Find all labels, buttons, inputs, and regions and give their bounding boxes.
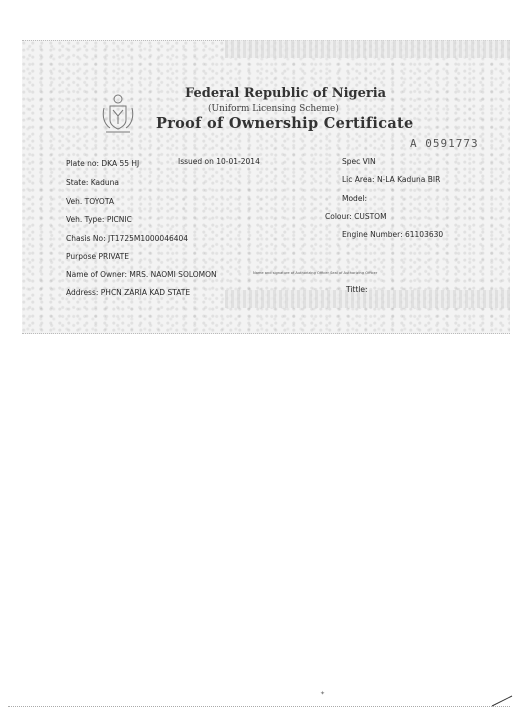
scan-mark: ✦ bbox=[320, 690, 326, 697]
heading-country: Federal Republic of Nigeria bbox=[185, 86, 387, 101]
chassis-number-field: Chasis No: JT1725M1000046404 bbox=[66, 234, 189, 243]
vehicle-make-field: Veh. TOYOTA bbox=[66, 197, 114, 206]
state-field: State: Kaduna bbox=[66, 178, 120, 187]
bottom-edge bbox=[8, 706, 510, 707]
decorative-band-top bbox=[225, 40, 510, 58]
serial-number: A 0591773 bbox=[410, 137, 479, 150]
heading-scheme: (Uniform Licensing Scheme) bbox=[208, 104, 339, 114]
model-field: Model: bbox=[342, 194, 368, 203]
address-field: Address: PHCN ZARIA KAD STATE bbox=[66, 288, 191, 297]
colour-field: Colour: CUSTOM bbox=[325, 212, 387, 221]
signature-caption: Name and signature of Authorizing Officer Seal of Authorizing Officer bbox=[253, 271, 378, 275]
issued-date-field: Issued on 10-01-2014 bbox=[178, 157, 260, 166]
owner-name-field: Name of Owner: MRS. NAOMI SOLOMON bbox=[66, 270, 217, 279]
vehicle-type-field: Veh. Type: PICNIC bbox=[66, 215, 132, 224]
spec-vin-field: Spec VIN bbox=[342, 157, 376, 166]
nigeria-coat-of-arms-icon bbox=[100, 92, 136, 136]
lic-area-field: Lic Area: N-LA Kaduna BIR bbox=[342, 175, 441, 184]
purpose-field: Purpose PRIVATE bbox=[66, 252, 129, 261]
title-field: Tittle: bbox=[346, 285, 368, 294]
certificate-title: Proof of Ownership Certificate bbox=[156, 115, 414, 132]
plate-number-field: Plate no: DKA 55 HJ bbox=[66, 159, 140, 168]
engine-number-field: Engine Number: 61103630 bbox=[342, 230, 444, 239]
